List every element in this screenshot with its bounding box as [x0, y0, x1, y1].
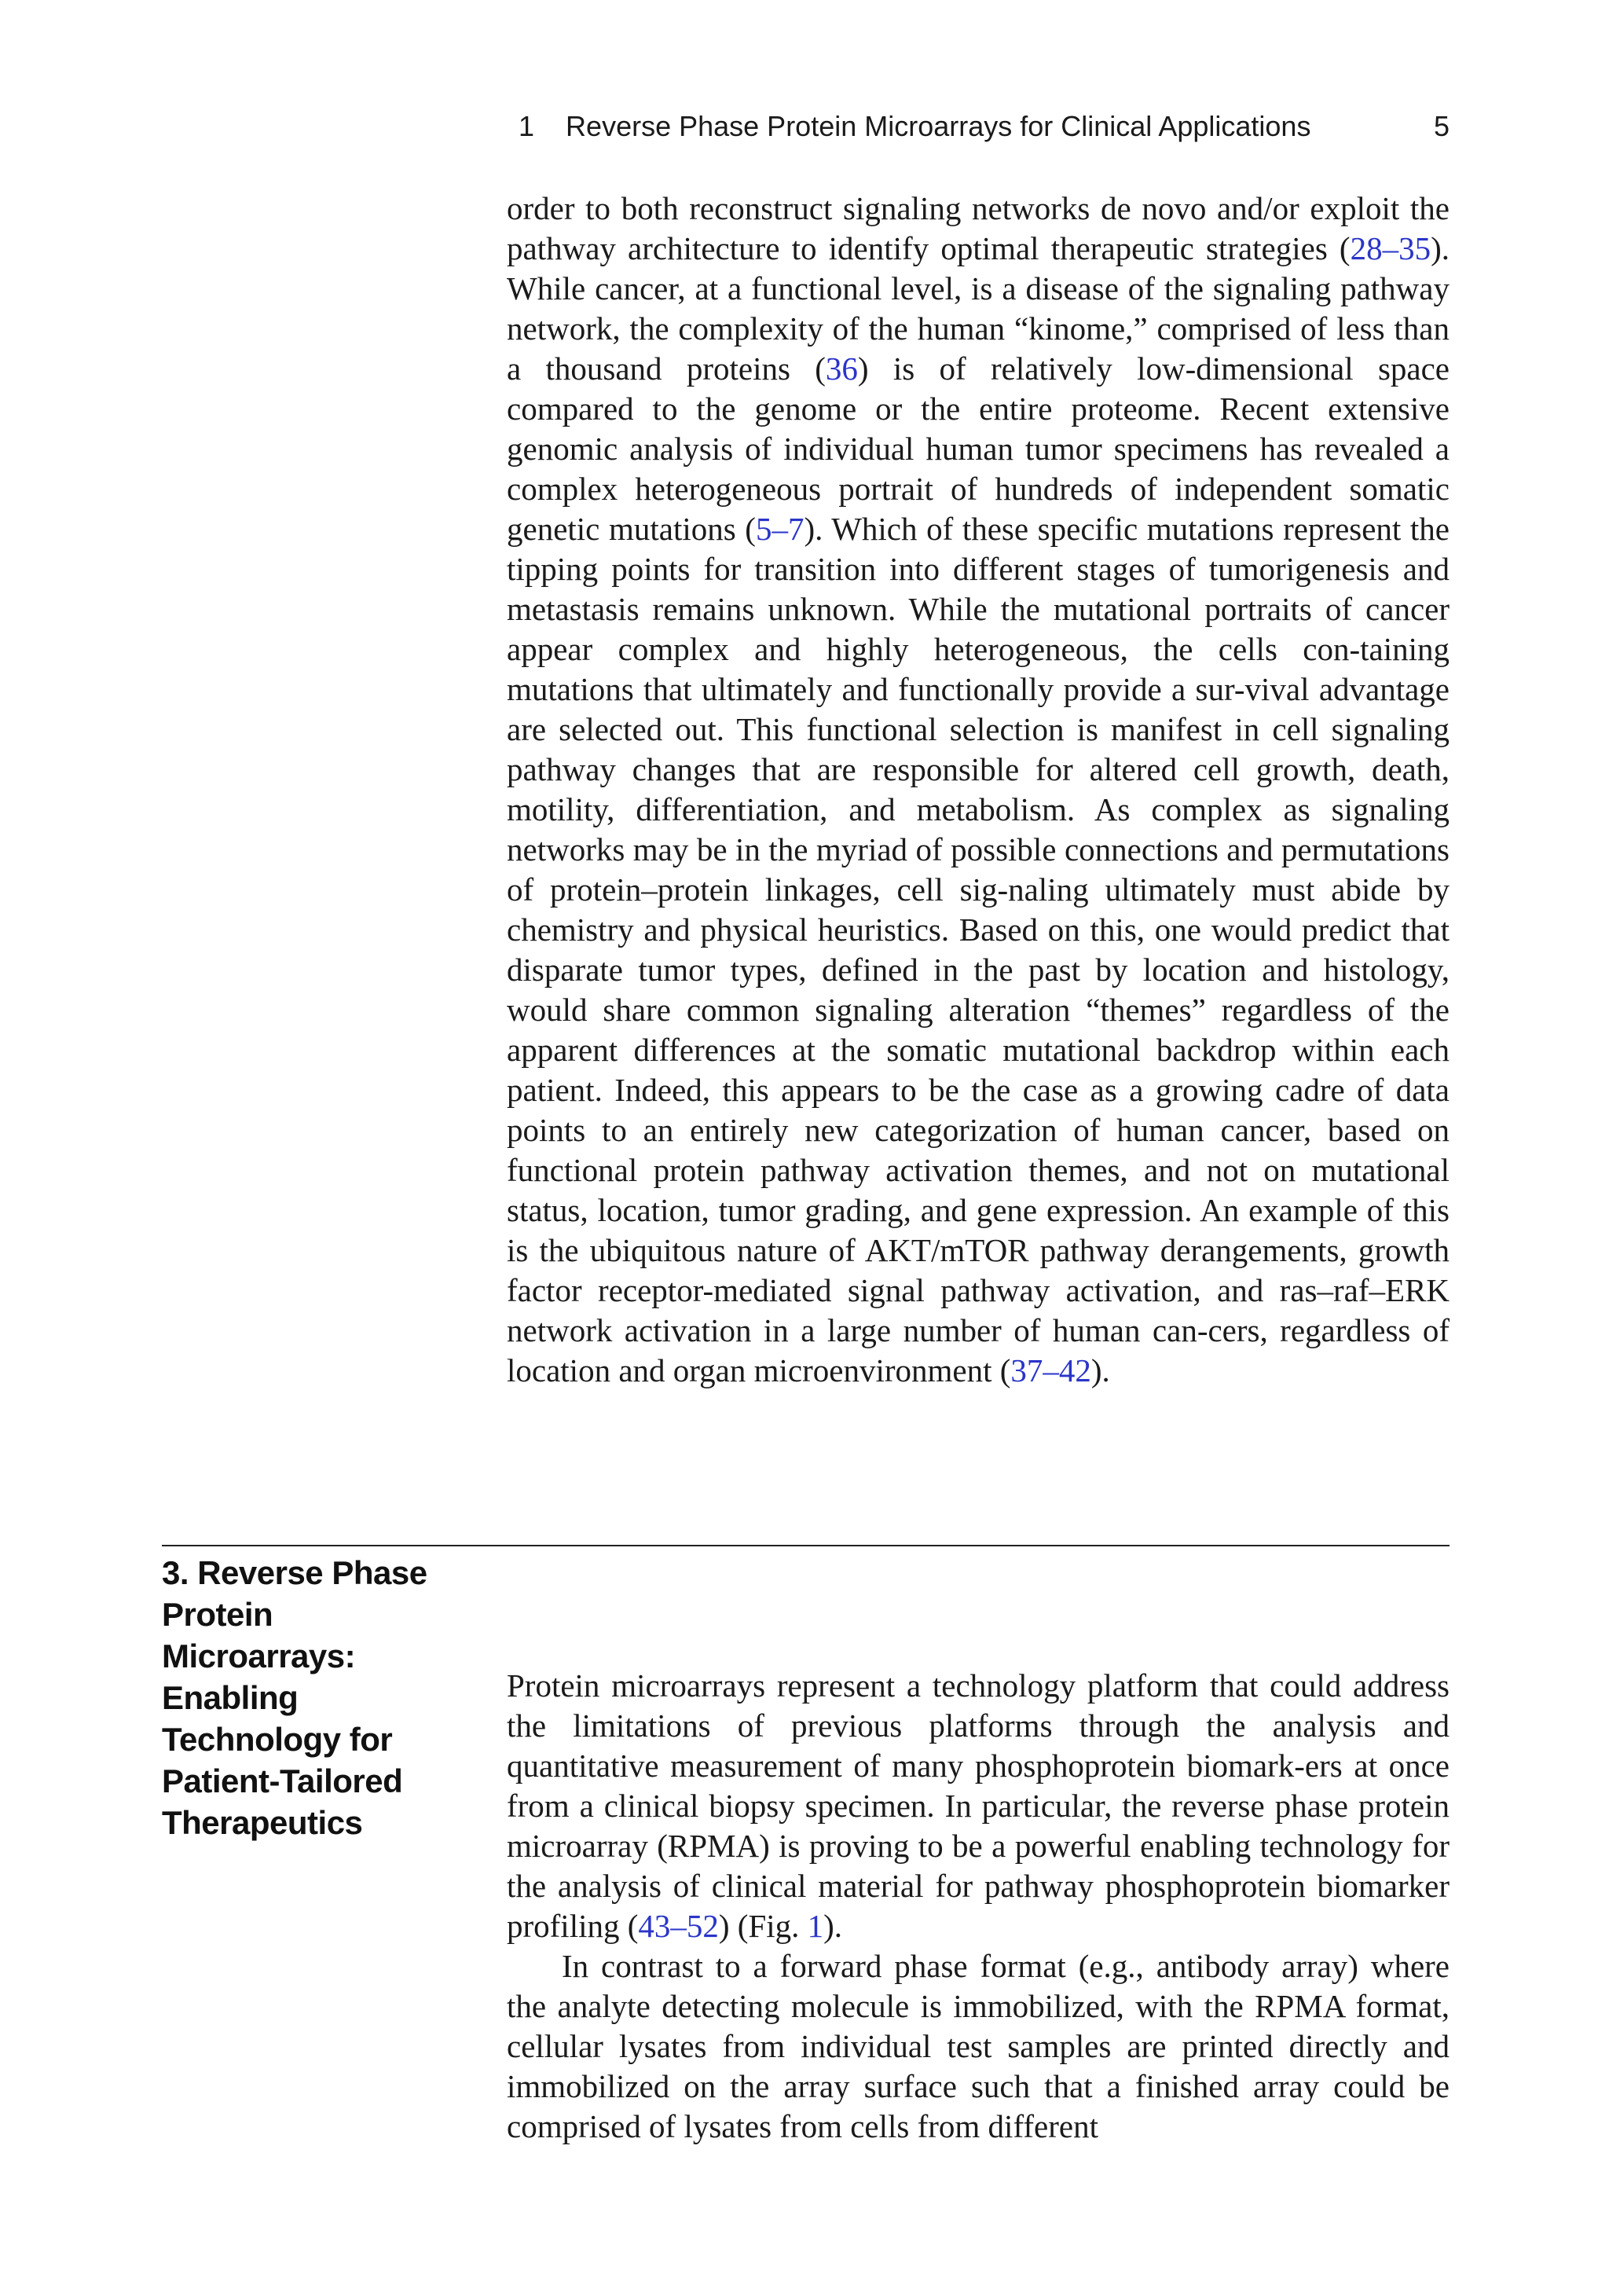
- chapter-title: Reverse Phase Protein Microarrays for Clinical Applications: [566, 110, 1311, 142]
- citation-link[interactable]: 43–52: [638, 1908, 719, 1944]
- chapter-heading: [519, 110, 1310, 143]
- section-divider: [162, 1545, 1450, 1546]
- text-run: ). While cancer, at a functional level, is a disease of the signaling pathway network, the complexity of the human “kinome,” comprised of less than a thousand proteins (: [507, 230, 1450, 387]
- citation-link[interactable]: 36: [825, 350, 858, 387]
- section-heading: 3. Reverse Phase Protein Microarrays: Enabling Technology for Patient-Tailored Therapeutics: [162, 1554, 427, 1841]
- text-run: Protein microarrays represent a technology platform that could address the limitations of previous platforms through the analysis and quantitative measurement of many phosphoprotein biomark-ers at once from a clinical biopsy specimen. In particular, the reverse phase protein microarray (RPMA) is proving to be a powerful enabling technology for the analysis of clinical material for pathway phosphoprotein biomarker profiling (: [507, 1667, 1450, 1944]
- page-number: 5: [1433, 110, 1450, 142]
- figure-link[interactable]: 1: [807, 1908, 824, 1944]
- running-head: [519, 110, 1450, 143]
- text-run: ) (Fig.: [718, 1908, 808, 1944]
- text-run: ).: [1090, 1352, 1110, 1388]
- text-run: ).: [823, 1908, 843, 1944]
- text-run: ). Which of these specific mutations represent the tipping points for transition into different stages of tumorigenesis and metastasis remains unknown. While the mutational portraits of cancer appear complex and highly heterogeneous, the cells con-taining mutations that ultimately and functionally provide a sur-vival advantage are selected out. This functional selection is manifest in cell signaling pathway changes that are responsible for altered cell growth, death, motility, differentiation, and metabolism. As complex as signaling networks may be in the myriad of possible connections and permutations of protein–protein linkages, cell sig-naling ultimately must abide by chemistry and physical heuristics. Based on this, one would predict that disparate tumor types, defined in the past by location and histology, would share common signaling alteration “themes” regardless of the apparent differences at the somatic mutational backdrop within each patient. Indeed, this appears to be the case as a growing cadre of data points to an entirely new categorization of human cancer, based on functional protein pathway activation themes, and not on mutational status, location, tumor grading, and gene expression. An example of this is the ubiquitous nature of AKT/mTOR pathway derangements, growth factor receptor-mediated signal pathway activation, and ras–raf–ERK network activation in a large number of human can-cers, regardless of location and organ microenvironment (: [507, 511, 1450, 1388]
- citation-link[interactable]: 28–35: [1350, 230, 1431, 266]
- text-run: In contrast to a forward phase format (e.g., antibody array) where the analyte detecting molecule is immobilized, with the RPMA format, cellular lysates from individual test samples are printed directly and immobilized on the array surface such that a finished array could be comprised of lysates from cells from different: [507, 1948, 1450, 2144]
- text-run: ) is of relatively low-dimensional space compared to the genome or the entire proteome. Recent extensive genomic analysis of individual human tumor specimens has revealed a complex heterogeneous portrait of hundreds of independent somatic genetic mutations (: [507, 350, 1450, 547]
- chapter-number: 1: [519, 110, 535, 142]
- body-paragraph-3: [507, 1946, 1450, 2147]
- citation-link[interactable]: 37–42: [1010, 1352, 1091, 1388]
- text-run: order to both reconstruct signaling networks de novo and/or exploit the pathway architecture to identify optimal therapeutic strategies (: [507, 190, 1450, 266]
- citation-link[interactable]: 5–7: [755, 511, 804, 547]
- body-paragraph-2: [507, 1666, 1450, 1946]
- body-paragraph-1: [507, 189, 1450, 1391]
